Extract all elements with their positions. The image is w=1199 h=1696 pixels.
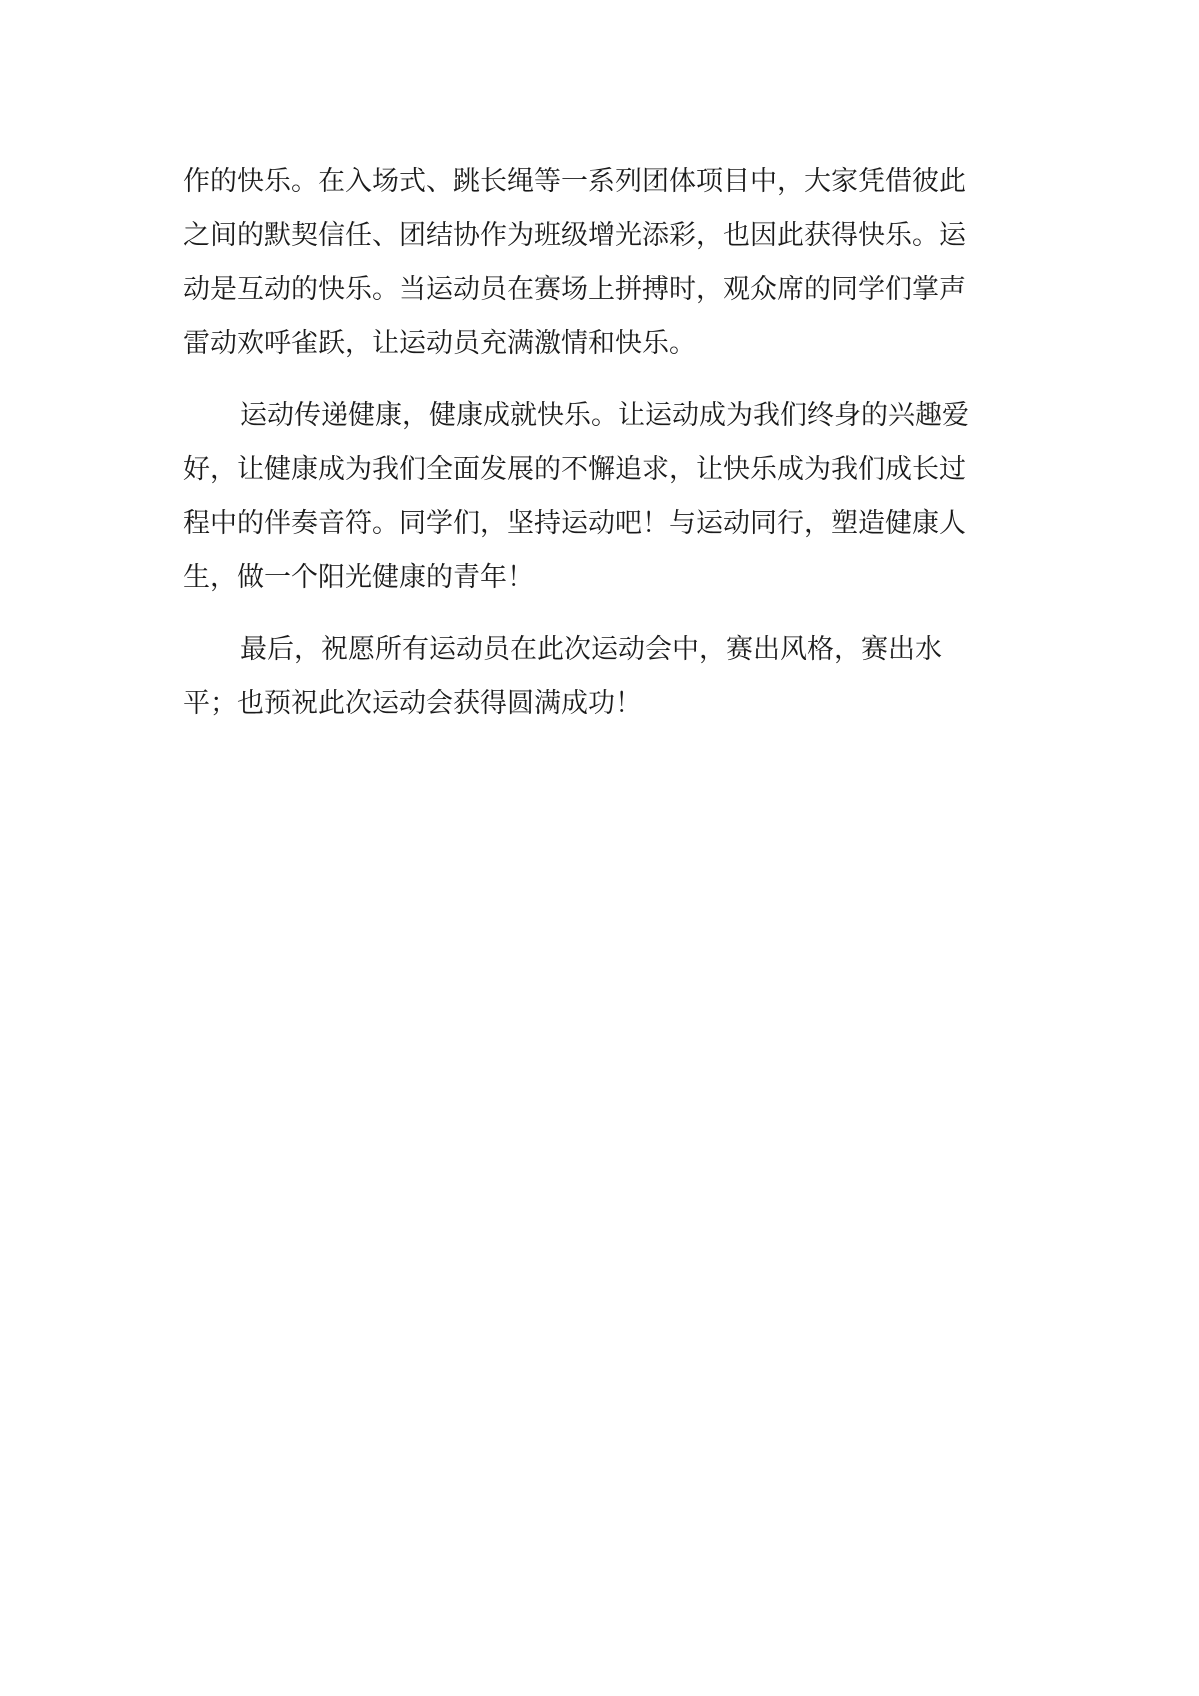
paragraph-closing (183, 623, 1003, 731)
paragraph-health (183, 389, 1003, 605)
text-line: 雷动欢呼雀跃，让运动员充满激情和快乐。 (183, 328, 696, 359)
text-line: 好，让健康成为我们全面发展的不懈追求，让快乐成为我们成长过 (183, 454, 966, 485)
text-line: 程中的伴奏音符。同学们，坚持运动吧！与运动同行，塑造健康人 (183, 508, 966, 539)
paragraph-spacer (183, 371, 1003, 389)
text-line: 作的快乐。在入场式、跳长绳等一系列团体项目中，大家凭借彼此 (183, 166, 966, 197)
text-line: 动是互动的快乐。当运动员在赛场上拼搏时，观众席的同学们掌声 (183, 274, 966, 305)
text-line: 最后，祝愿所有运动员在此次运动会中，赛出风格，赛出水 (240, 634, 942, 665)
text-line: 运动传递健康，健康成就快乐。让运动成为我们终身的兴趣爱 (240, 400, 969, 431)
paragraph-continuation (183, 155, 1003, 371)
paragraph-spacer (183, 605, 1003, 623)
text-line: 生，做一个阳光健康的青年！ (183, 562, 534, 593)
text-line: 之间的默契信任、团结协作为班级增光添彩，也因此获得快乐。运 (183, 220, 966, 251)
document-body (183, 155, 1003, 731)
text-line: 平；也预祝此次运动会获得圆满成功！ (183, 688, 642, 719)
